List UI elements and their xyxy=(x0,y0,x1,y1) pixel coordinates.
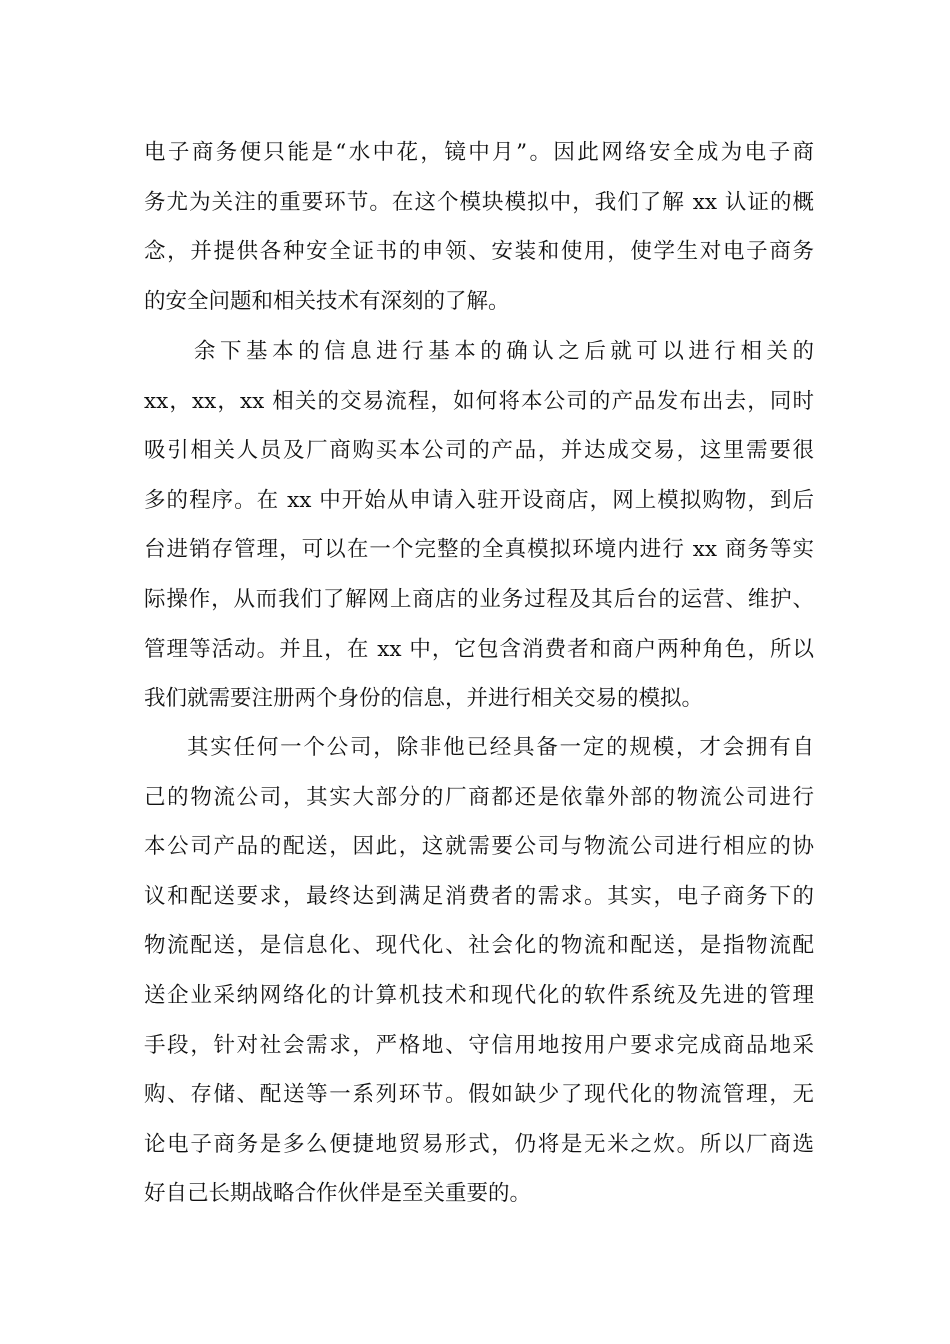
paragraph-line: 我们就需要注册两个身份的信息，并进行相关交易的模拟。 xyxy=(144,686,704,712)
paragraph-line: 物流配送，是信息化、现代化、社会化的物流和配送，是指物流配 xyxy=(144,933,814,959)
paragraph-line: 好自己长期战略合作伙伴是至关重要的。 xyxy=(144,1181,532,1207)
paragraph-1 xyxy=(144,128,814,326)
paragraph-line: 际操作，从而我们了解网上商店的业务过程及其后台的运营、维护、 xyxy=(144,586,814,612)
paragraph-2 xyxy=(144,327,814,724)
paragraph-line: 购、存储、配送等一系列环节。假如缺少了现代化的物流管理，无 xyxy=(144,1082,814,1108)
paragraph-line: xx，xx，xx 相关的交易流程，如何将本公司的产品发布出去，同时 xyxy=(144,388,814,414)
paragraph-line: 余下基本的信息进行基本的确认之后就可以进行相关的 xyxy=(194,339,814,364)
paragraph-line: 台进销存管理，可以在一个完整的全真模拟环境内进行 xx 商务等实 xyxy=(144,537,814,563)
paragraph-line: 管理等活动。并且，在 xx 中，它包含消费者和商户两种角色，所以 xyxy=(144,636,814,662)
paragraph-line: 其实任何一个公司，除非他已经具备一定的规模，才会拥有自 xyxy=(187,735,814,760)
paragraph-line: 论电子商务是多么便捷地贸易形式，仍将是无米之炊。所以厂商选 xyxy=(144,1131,814,1157)
paragraph-line: 己的物流公司，其实大部分的厂商都还是依靠外部的物流公司进行 xyxy=(144,784,814,810)
paragraph-line: 手段，针对社会需求，严格地、守信用地按用户要求完成商品地采 xyxy=(144,1032,814,1058)
paragraph-line: 送企业采纳网络化的计算机技术和现代化的软件系统及先进的管理 xyxy=(144,982,814,1008)
paragraph-line: 务尤为关注的重要环节。在这个模块模拟中，我们了解 xx 认证的概 xyxy=(144,189,814,215)
paragraph-line: 议和配送要求，最终达到满足消费者的需求。其实，电子商务下的 xyxy=(144,883,814,909)
paragraph-line: 本公司产品的配送，因此，这就需要公司与物流公司进行相应的协 xyxy=(144,834,814,860)
paragraph-3 xyxy=(144,723,814,1219)
paragraph-line: 吸引相关人员及厂商购买本公司的产品，并达成交易，这里需要很 xyxy=(144,438,814,464)
paragraph-line: 的安全问题和相关技术有深刻的了解。 xyxy=(144,288,510,314)
paragraph-line: 多的程序。在 xx 中开始从申请入驻开设商店，网上模拟购物，到后 xyxy=(144,487,814,513)
paragraph-line: 电子商务便只能是“水中花，镜中月”。因此网络安全成为电子商 xyxy=(144,140,814,165)
paragraph-line: 念，并提供各种安全证书的申领、安装和使用，使学生对电子商务 xyxy=(144,239,814,265)
